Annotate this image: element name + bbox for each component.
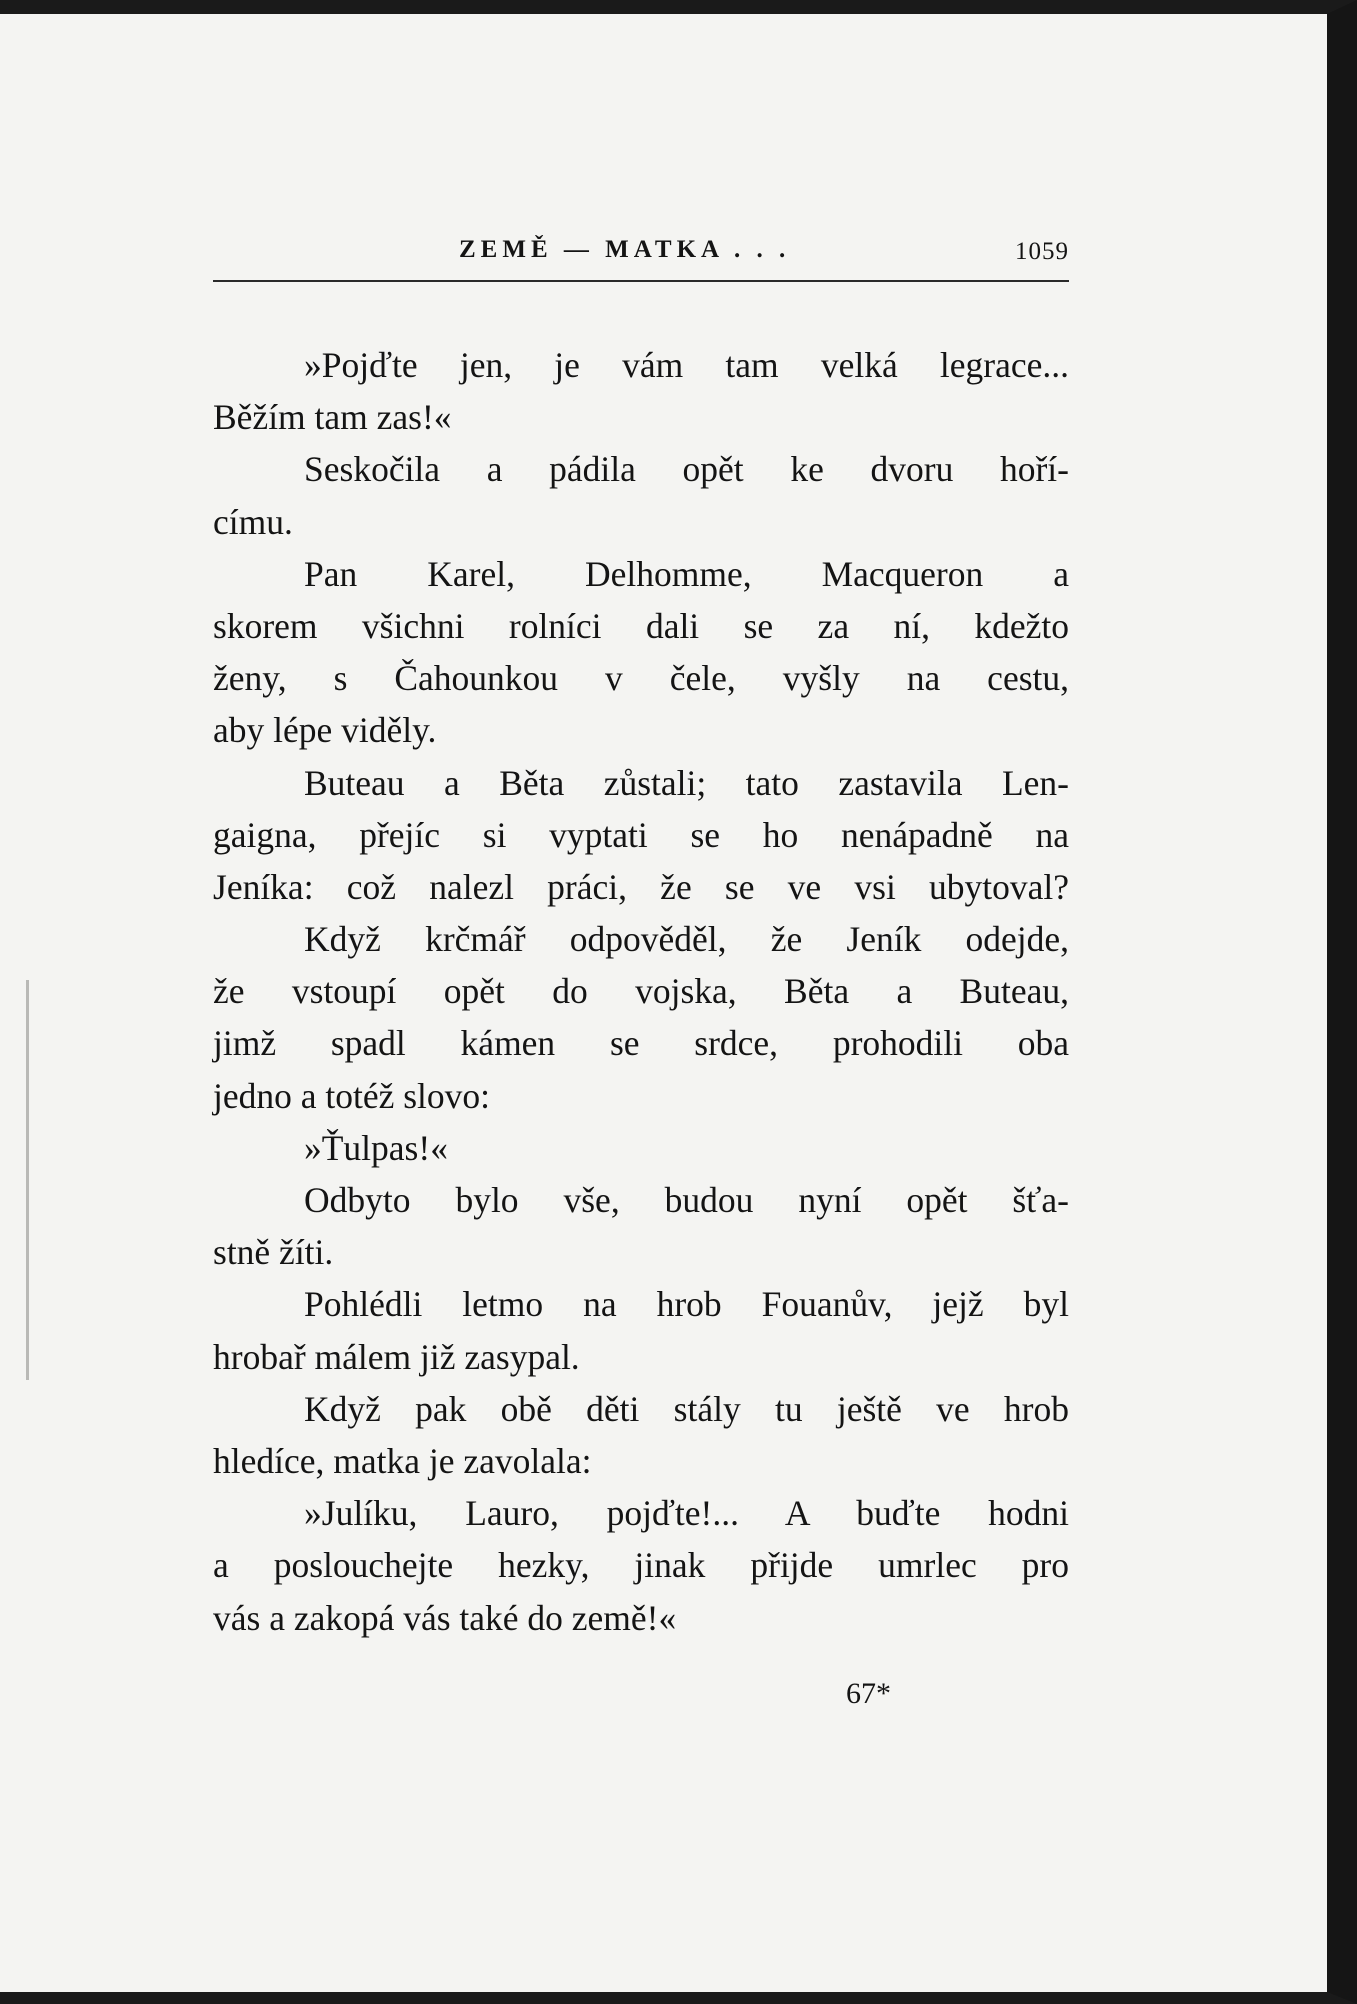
text-line: Pan Karel, Delhomme, Macqueron a	[304, 553, 1069, 594]
text-line: Seskočila a pádila opět ke dvoru hoří-	[304, 449, 1069, 490]
text-line: Pohlédli letmo na hrob Fouanův, jejž byl	[304, 1284, 1069, 1325]
text-line: a poslouchejte hezky, jinak přijde umrlec pro	[213, 1545, 1069, 1586]
running-title: ZEMĚ — MATKA . . .	[459, 236, 791, 263]
text-line: címu.	[213, 501, 293, 542]
text-line: »Julíku, Lauro, pojďte!... A buďte hodni	[304, 1493, 1069, 1534]
text-line: Odbyto bylo vše, budou nyní opět šťa-	[304, 1180, 1069, 1220]
text-line: že vstoupí opět do vojska, Běta a Buteau,	[213, 971, 1069, 1012]
text-line: skorem všichni rolníci dali se za ní, kdežto	[213, 605, 1069, 646]
text-line: hrobař málem již zasypal.	[213, 1336, 580, 1377]
text-line: aby lépe viděly.	[213, 710, 437, 751]
text-line: gaigna, přejíc si vyptati se ho nenápadně na	[213, 814, 1069, 855]
text-line: jimž spadl kámen se srdce, prohodili oba	[213, 1023, 1069, 1064]
text-line: Jeníka: což nalezl práci, že se ve vsi ubytoval?	[213, 866, 1069, 907]
text-line: hledíce, matka je zavolala:	[213, 1440, 592, 1481]
text-line: Když krčmář odpověděl, že Jeník odejde,	[304, 919, 1069, 960]
printer-signature-mark: 67*	[846, 1677, 891, 1710]
text-line: jedno a totéž slovo:	[213, 1075, 491, 1116]
body-text	[213, 339, 1069, 1644]
page-header	[213, 232, 1069, 282]
text-line: ženy, s Čahounkou v čele, vyšly na cestu,	[213, 658, 1069, 699]
page-number: 1059	[1015, 238, 1069, 265]
text-line: stně žíti.	[213, 1232, 334, 1273]
text-line: Běžím tam zas!«	[213, 397, 452, 438]
text-line: vás a zakopá vás také do země!«	[213, 1597, 677, 1638]
text-line: Když pak obě děti stály tu ještě ve hrob	[304, 1388, 1069, 1429]
text-line: »Ťulpas!«	[304, 1127, 448, 1168]
spine-shadow	[26, 980, 29, 1380]
text-line: »Pojďte jen, je vám tam velká legrace...	[304, 345, 1069, 385]
text-line: Buteau a Běta zůstali; tato zastavila Len-	[304, 762, 1069, 803]
